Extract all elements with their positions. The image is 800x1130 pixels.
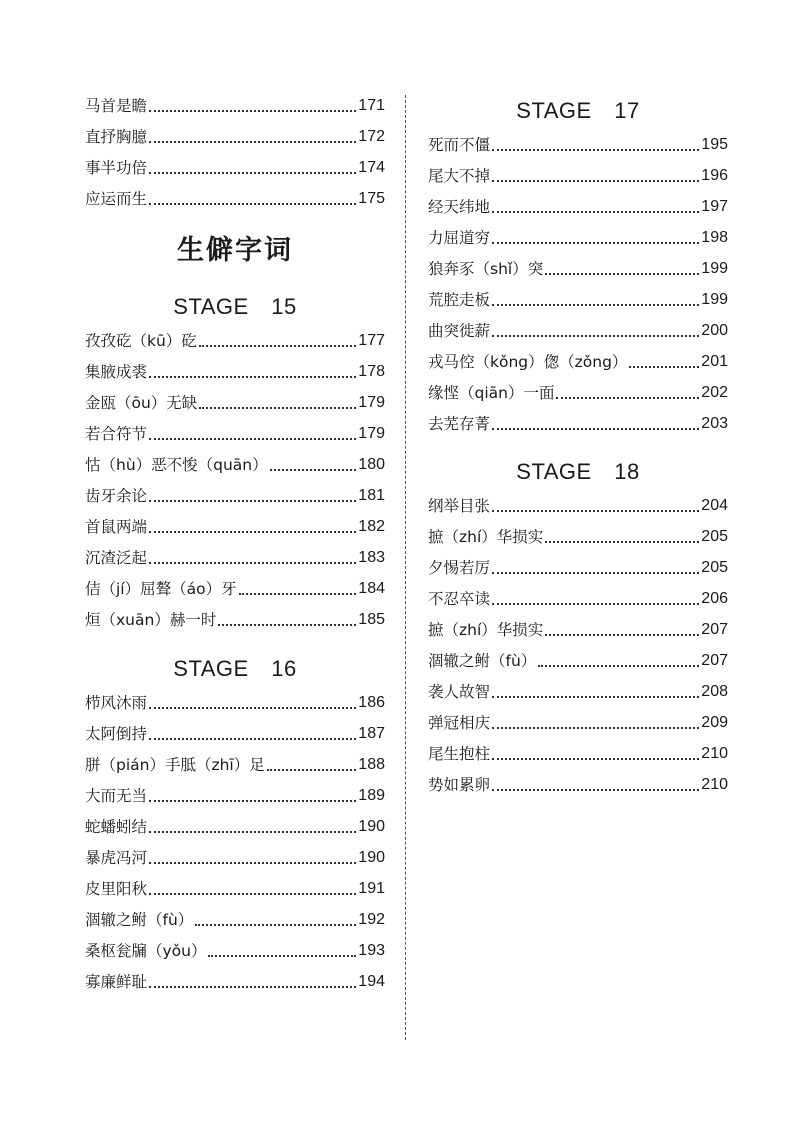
toc-entry-title: 不忍卒读 xyxy=(428,590,491,608)
toc-entry-page: 210 xyxy=(701,745,728,762)
toc-entry-title: 烜（xuān）赫一时 xyxy=(85,611,217,629)
toc-entry[interactable] xyxy=(428,585,728,609)
toc-entry-page: 187 xyxy=(358,725,385,742)
stage-18-heading: STAGE 18 xyxy=(516,459,640,484)
toc-entry-title: 涸辙之鲋（fù） xyxy=(428,652,537,670)
toc-entry-page: 174 xyxy=(358,159,385,176)
toc-entry-page: 210 xyxy=(701,776,728,793)
toc-entry-title: 死而不僵 xyxy=(428,136,491,154)
toc-entry-page: 192 xyxy=(358,911,385,928)
dot-leader xyxy=(545,541,699,543)
toc-entry[interactable] xyxy=(85,154,385,178)
toc-entry[interactable] xyxy=(85,968,385,992)
toc-entry-page: 199 xyxy=(701,291,728,308)
toc-entry[interactable] xyxy=(428,131,728,155)
toc-entry-page: 182 xyxy=(358,518,385,535)
dot-leader xyxy=(492,304,699,306)
dot-leader xyxy=(218,624,356,626)
toc-entry[interactable] xyxy=(428,379,728,403)
toc-entry-page: 185 xyxy=(358,611,385,628)
toc-entry[interactable] xyxy=(428,678,728,702)
toc-entry[interactable] xyxy=(428,616,728,640)
toc-entry-page: 186 xyxy=(358,694,385,711)
toc-entry-page: 172 xyxy=(358,128,385,145)
toc-entry-title: 荒腔走板 xyxy=(428,291,491,309)
toc-entry[interactable] xyxy=(85,575,385,599)
toc-entry-page: 179 xyxy=(358,425,385,442)
toc-entry-title: 若合符节 xyxy=(85,425,148,443)
toc-entry[interactable] xyxy=(85,813,385,837)
toc-entry-title: 曲突徙薪 xyxy=(428,322,491,340)
toc-entry[interactable] xyxy=(428,224,728,248)
dot-leader xyxy=(492,789,699,791)
toc-entry[interactable] xyxy=(428,255,728,279)
toc-entry-title: 怙（hù）恶不悛（quān） xyxy=(85,456,268,474)
toc-entry-title: 沉渣泛起 xyxy=(85,549,148,567)
toc-entry-title: 胼（pián）手胝（zhī）足 xyxy=(85,756,265,774)
dot-leader xyxy=(149,738,356,740)
toc-entry[interactable] xyxy=(85,327,385,351)
dot-leader xyxy=(149,438,356,440)
toc-entry[interactable] xyxy=(85,782,385,806)
toc-entry-title: 首鼠两端 xyxy=(85,518,148,536)
dot-leader xyxy=(149,172,356,174)
toc-entry[interactable] xyxy=(428,348,728,372)
dot-leader xyxy=(149,986,356,988)
dot-leader xyxy=(545,634,699,636)
toc-entry-title: 尾生抱柱 xyxy=(428,745,491,763)
toc-entry-page: 193 xyxy=(358,942,385,959)
toc-entry-page: 207 xyxy=(701,621,728,638)
toc-entry[interactable] xyxy=(85,906,385,930)
toc-entry[interactable] xyxy=(85,185,385,209)
dot-leader xyxy=(208,955,356,957)
toc-entry-page: 202 xyxy=(701,384,728,401)
toc-entry-title: 蛇蟠蚓结 xyxy=(85,818,148,836)
toc-entry-title: 摭（zhí）华损实 xyxy=(428,621,544,639)
dot-leader xyxy=(492,211,699,213)
dot-leader xyxy=(270,469,357,471)
toc-entry-title: 齿牙余论 xyxy=(85,487,148,505)
toc-entry[interactable] xyxy=(428,709,728,733)
toc-entry-page: 181 xyxy=(358,487,385,504)
toc-entry-page: 190 xyxy=(358,818,385,835)
toc-entry-page: 195 xyxy=(701,136,728,153)
toc-entry-page: 200 xyxy=(701,322,728,339)
dot-leader xyxy=(267,769,357,771)
toc-entry[interactable] xyxy=(428,162,728,186)
toc-entry[interactable] xyxy=(428,554,728,578)
toc-entry-page: 194 xyxy=(358,973,385,990)
toc-entry-page: 171 xyxy=(358,97,385,114)
toc-entry-title: 戎马倥（kǒng）偬（zǒng） xyxy=(428,353,628,371)
toc-entry[interactable] xyxy=(85,420,385,444)
toc-entry-page: 203 xyxy=(701,415,728,432)
toc-entry-title: 孜孜矻（kū）矻 xyxy=(85,332,197,350)
toc-entry[interactable] xyxy=(85,358,385,382)
toc-entry-page: 207 xyxy=(701,652,728,669)
toc-entry-page: 204 xyxy=(701,497,728,514)
toc-entry-page: 189 xyxy=(358,787,385,804)
toc-entry[interactable] xyxy=(85,844,385,868)
dot-leader xyxy=(492,696,699,698)
toc-entry[interactable] xyxy=(85,720,385,744)
toc-entry[interactable] xyxy=(85,389,385,413)
toc-entry[interactable] xyxy=(85,875,385,899)
dot-leader xyxy=(149,500,356,502)
toc-entry-title: 暴虎冯河 xyxy=(85,849,148,867)
toc-entry-title: 佶（jí）屈聱（áo）牙 xyxy=(85,580,237,598)
dot-leader xyxy=(149,110,356,112)
column-divider xyxy=(405,95,406,1040)
dot-leader xyxy=(492,149,699,151)
toc-entry-title: 袭人故智 xyxy=(428,683,491,701)
toc-entry-page: 201 xyxy=(701,353,728,370)
toc-entry[interactable] xyxy=(428,317,728,341)
toc-entry-title: 太阿倒持 xyxy=(85,725,148,743)
toc-entry[interactable] xyxy=(428,193,728,217)
dot-leader xyxy=(149,376,356,378)
toc-entry-title: 夕惕若厉 xyxy=(428,559,491,577)
toc-entry[interactable] xyxy=(85,606,385,630)
toc-entry[interactable] xyxy=(428,523,728,547)
toc-entry-page: 178 xyxy=(358,363,385,380)
dot-leader xyxy=(149,862,356,864)
toc-entry[interactable] xyxy=(85,451,385,475)
toc-entry-title: 狼奔豕（shǐ）突 xyxy=(428,260,544,278)
toc-entry[interactable] xyxy=(428,410,728,434)
dot-leader xyxy=(492,180,699,182)
dot-leader xyxy=(538,665,699,667)
toc-entry-page: 206 xyxy=(701,590,728,607)
toc-entry[interactable] xyxy=(85,482,385,506)
toc-entry-title: 大而无当 xyxy=(85,787,148,805)
toc-entry-page: 180 xyxy=(358,456,385,473)
toc-entry[interactable] xyxy=(85,689,385,713)
toc-entry-title: 力屈道穷 xyxy=(428,229,491,247)
dot-leader xyxy=(492,758,699,760)
toc-entry[interactable] xyxy=(428,771,728,795)
dot-leader xyxy=(149,531,356,533)
toc-entry-title: 涸辙之鲋（fù） xyxy=(85,911,194,929)
dot-leader xyxy=(199,407,356,409)
toc-entry-page: 191 xyxy=(358,880,385,897)
toc-entry-title: 经天纬地 xyxy=(428,198,491,216)
dot-leader xyxy=(492,603,699,605)
toc-entry[interactable] xyxy=(85,123,385,147)
toc-entry[interactable] xyxy=(85,513,385,537)
dot-leader xyxy=(492,335,699,337)
toc-entry[interactable] xyxy=(428,492,728,516)
dot-leader xyxy=(492,510,699,512)
dot-leader xyxy=(149,893,356,895)
dot-leader xyxy=(195,924,356,926)
toc-entry[interactable] xyxy=(85,92,385,116)
stage-17-heading: STAGE 17 xyxy=(516,98,640,123)
toc-entry-title: 栉风沐雨 xyxy=(85,694,148,712)
toc-entry[interactable] xyxy=(85,751,385,775)
stage-16-heading: STAGE 16 xyxy=(173,656,297,681)
toc-entry-page: 183 xyxy=(358,549,385,566)
toc-entry-page: 188 xyxy=(358,756,385,773)
dot-leader xyxy=(492,572,699,574)
toc-entry-title: 弹冠相庆 xyxy=(428,714,491,732)
toc-entry-title: 集腋成裘 xyxy=(85,363,148,381)
dot-leader xyxy=(149,203,356,205)
toc-entry-title: 应运而生 xyxy=(85,190,148,208)
toc-entry-title: 尾大不掉 xyxy=(428,167,491,185)
toc-entry-page: 177 xyxy=(358,332,385,349)
toc-entry-title: 桑枢瓮牖（yǒu） xyxy=(85,942,207,960)
dot-leader xyxy=(556,397,699,399)
toc-entry-title: 皮里阳秋 xyxy=(85,880,148,898)
toc-entry-page: 196 xyxy=(701,167,728,184)
toc-entry-title: 去芜存菁 xyxy=(428,415,491,433)
dot-leader xyxy=(149,707,356,709)
toc-entry-title: 事半功倍 xyxy=(85,159,148,177)
dot-leader xyxy=(149,562,356,564)
toc-entry-title: 马首是瞻 xyxy=(85,97,148,115)
toc-entry-title: 直抒胸臆 xyxy=(85,128,148,146)
toc-entry-page: 184 xyxy=(358,580,385,597)
section-title: 生僻字词 xyxy=(177,235,293,266)
dot-leader xyxy=(199,345,356,347)
toc-entry-page: 209 xyxy=(701,714,728,731)
toc-entry-page: 208 xyxy=(701,683,728,700)
dot-leader xyxy=(149,141,356,143)
toc-entry-page: 205 xyxy=(701,528,728,545)
dot-leader xyxy=(149,831,356,833)
toc-entry-title: 缘悭（qiān）一面 xyxy=(428,384,555,402)
toc-entry[interactable] xyxy=(85,937,385,961)
toc-entry-page: 179 xyxy=(358,394,385,411)
toc-entry[interactable] xyxy=(428,647,728,671)
toc-entry-page: 198 xyxy=(701,229,728,246)
dot-leader xyxy=(545,273,699,275)
toc-entry[interactable] xyxy=(428,740,728,764)
toc-entry-title: 势如累卵 xyxy=(428,776,491,794)
dot-leader xyxy=(239,593,357,595)
toc-entry-page: 190 xyxy=(358,849,385,866)
toc-entry-title: 金瓯（ōu）无缺 xyxy=(85,394,198,412)
toc-entry[interactable] xyxy=(85,544,385,568)
toc-entry-title: 寡廉鲜耻 xyxy=(85,973,148,991)
toc-entry[interactable] xyxy=(428,286,728,310)
toc-entry-title: 摭（zhí）华损实 xyxy=(428,528,544,546)
toc-entry-title: 纲举目张 xyxy=(428,497,491,515)
toc-entry-page: 199 xyxy=(701,260,728,277)
toc-entry-page: 197 xyxy=(701,198,728,215)
toc-entry-page: 175 xyxy=(358,190,385,207)
dot-leader xyxy=(149,800,356,802)
toc-entry-page: 205 xyxy=(701,559,728,576)
dot-leader xyxy=(629,366,699,368)
stage-15-heading: STAGE 15 xyxy=(173,294,297,319)
dot-leader xyxy=(492,428,699,430)
dot-leader xyxy=(492,727,699,729)
dot-leader xyxy=(492,242,699,244)
